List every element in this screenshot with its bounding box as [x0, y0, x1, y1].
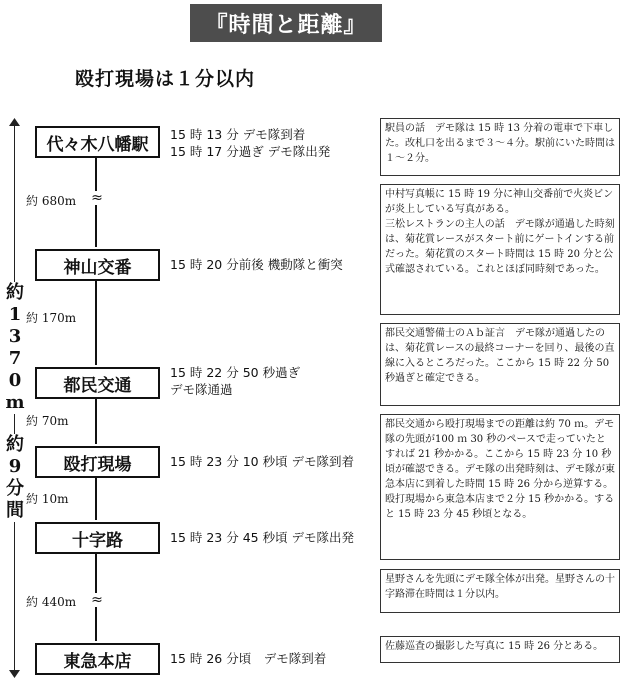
- station-kamiyama-koban: 神山交番: [35, 249, 160, 281]
- break-mark-icon: ≈: [86, 191, 108, 205]
- segment-distance: 約 170m: [26, 311, 77, 325]
- station-yoyogi-hachiman: 代々木八幡駅: [35, 126, 160, 158]
- route-line-4: [95, 478, 97, 520]
- event-text: 15 時 23 分 10 秒頃 デモ隊到着: [170, 454, 355, 469]
- station-tokyu-honten: 東急本店: [35, 643, 160, 675]
- station-crossroads: 十字路: [35, 522, 160, 554]
- event-text: 15 時 20 分前後 機動隊と衝突: [170, 257, 343, 272]
- route-line-3: [95, 399, 97, 444]
- total-time-label: 約9分間: [6, 434, 24, 521]
- evidence-note: 佐藤巡査の撮影した写真に 15 時 26 分とある。: [380, 636, 620, 663]
- event-text: 15 時 26 分頃 デモ隊到着: [170, 651, 327, 666]
- segment-distance: 約 70m: [26, 414, 69, 428]
- evidence-note: 駅員の話 デモ隊は 15 時 13 分着の電車で下車した。改札口を出るまで３～４分。駅前にいた時間は１～２分。: [380, 118, 620, 176]
- event-text: 15 時 22 分 50 秒過ぎ デモ隊通過: [170, 365, 301, 397]
- arrow-down-icon: [9, 670, 20, 678]
- station-assault-site: 殴打現場: [35, 446, 160, 478]
- evidence-note: 星野さんを先頭にデモ隊全体が出発。星野さんの十字路滞在時間は１分以内。: [380, 569, 620, 613]
- event-text: 15 時 23 分 45 秒頃 デモ隊出発: [170, 530, 355, 545]
- event-text: 15 時 13 分 デモ隊到着 15 時 17 分過ぎ デモ隊出発: [170, 127, 331, 159]
- route-line-2: [95, 281, 97, 365]
- evidence-note: 中村写真帳に 15 時 19 分に神山交番前で火炎ビンが炎上している写真がある。 三松レストランの主人の話 デモ隊が通過した時刻は、菊花賞レースがスタート前にゲートインする前だった。菊花賞のスタート時間は 15 時 20 分と公式確認されている。これとほぼ同時刻であった。: [380, 184, 620, 315]
- subtitle: 殴打現場は１分以内: [75, 68, 256, 90]
- station-tomin-kotsu: 都民交通: [35, 367, 160, 399]
- segment-distance: 約 440m: [26, 595, 77, 609]
- segment-distance: 約 10m: [26, 492, 69, 506]
- total-distance-label: 約1370m: [5, 282, 25, 413]
- evidence-note: 都民交通から殴打現場までの距離は約 70 ｍ。デモ隊の先頭が100 ｍ 30 秒のペースで走っていたとすれば 21 秒かかる。ここから 15 時 23 分 10 秒頃が確認できる。デモ隊の出発時刻は、デモ隊が東急本店に到着した時間 15 時 26 分から逆算する。殴打現場から東急本店まで２分 15 秒かかる。すると 15 時 23 分 45 秒頃となる。: [380, 414, 620, 560]
- segment-distance: 約 680m: [26, 194, 77, 208]
- evidence-note: 都民交通警備士のＡｂ証言 デモ隊が通過したのは、菊花賞レースの最終コーナーを回り、最後の直線に入るところだった。ここから 15 時 22 分 50 秒過ぎと確定できる。: [380, 323, 620, 406]
- page-title: 『時間と距離』: [190, 4, 382, 42]
- arrow-up-icon: [9, 118, 20, 126]
- break-mark-icon: ≈: [86, 593, 108, 607]
